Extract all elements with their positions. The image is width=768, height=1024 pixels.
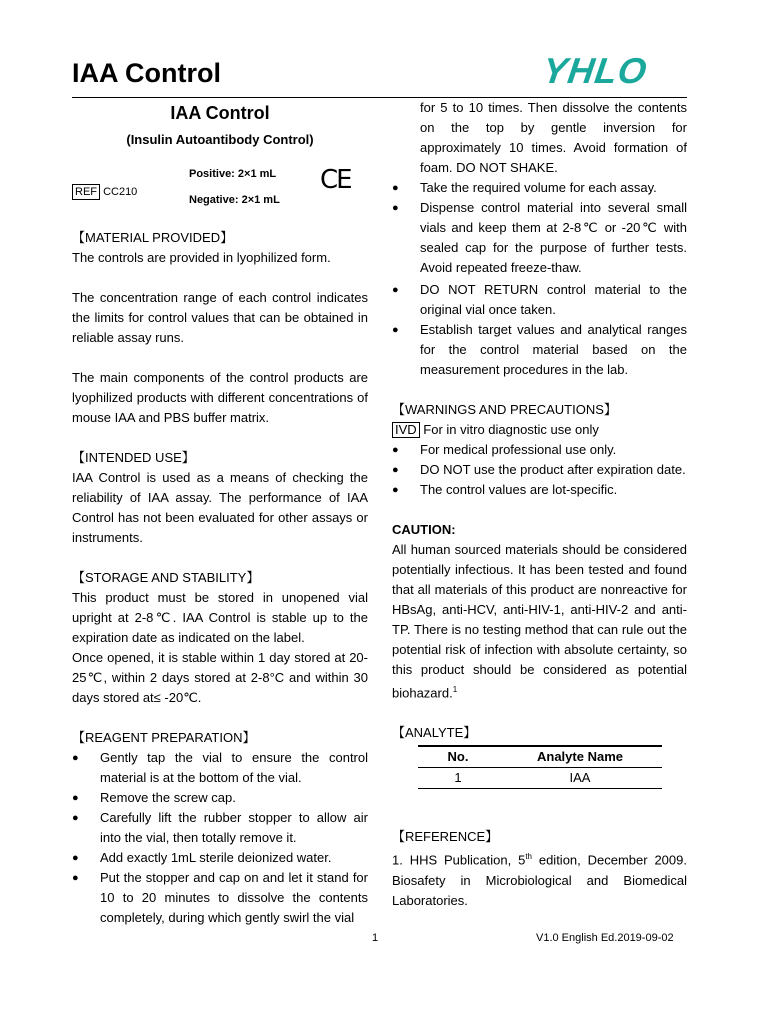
- version-info: V1.0 English Ed.2019-09-02: [536, 932, 674, 944]
- list-item: ● Carefully lift the rubber stopper to allow air into the vial, then totally remove it.: [72, 808, 368, 848]
- intended-p1: IAA Control is used as a means of checking the reliability of IAA assay. The performance of IAA Control has not been evaluated for other assays or instruments.: [72, 470, 368, 545]
- list-item: ● DO NOT use the product after expiration date.: [392, 460, 687, 480]
- list-item: ● For medical professional use only.: [392, 440, 687, 460]
- material-p3: The main components of the control products are lyophilized products with different concentrations of mouse IAA and PBS buffer matrix.: [72, 370, 368, 425]
- ref-symbol: REF: [72, 184, 100, 200]
- ref-code: CC210: [103, 186, 138, 198]
- analyte-heading: 【ANALYTE】: [392, 725, 477, 741]
- ref-code-line: [72, 182, 137, 202]
- ivd-symbol: IVD: [392, 422, 420, 438]
- warnings-list: [392, 440, 687, 500]
- page-number: 1: [372, 932, 379, 944]
- storage-p2: Once opened, it is stable within 1 day stored at 20-25℃, within 2 days stored at 2-8°C and within 30 days stored at≤ -20℃.: [72, 650, 368, 705]
- yhlo-logo: YHLO: [540, 50, 650, 91]
- list-item: ● Put the stopper and cap on and let it stand for 10 to 20 minutes to dissolve the contents completely, during which gently swirl the vial: [72, 868, 368, 928]
- right-column: [392, 98, 687, 911]
- list-item: ● Dispense control material into several small vials and keep them at 2-8℃ or -20℃ with sealed cap for the purpose of further tests. Avoid repeated freeze-thaw.: [392, 198, 687, 278]
- ivd-line: [392, 420, 687, 440]
- list-item: ● The control values are lot-specific.: [392, 480, 687, 500]
- reference-pre: 1. HHS Publication, 5: [392, 852, 526, 868]
- reagent-continued: for 5 to 10 times. Then dissolve the contents on the top by gentle inversion for approximately 10 times. Avoid formation of foam. DO NOT SHAKE.: [420, 100, 687, 175]
- reference-sup: th: [525, 852, 532, 862]
- left-column: [72, 100, 368, 928]
- product-title: IAA Control: [170, 103, 270, 123]
- list-item: ● DO NOT RETURN control material to the original vial once taken.: [392, 280, 687, 320]
- storage-p1: This product must be stored in unopened vial upright at 2-8℃. IAA Control is stable up to the expiration date as indicated on the label.: [72, 590, 368, 645]
- caution-heading: CAUTION:: [392, 522, 456, 537]
- ce-mark-icon: CE: [320, 165, 351, 195]
- list-item: ● Remove the screw cap.: [72, 788, 368, 808]
- reference-heading: 【REFERENCE】: [392, 829, 499, 845]
- caution-body: All human sourced materials should be considered potentially infectious. It has been tested and found that all materials of this product are nonreactive for HBsAg, anti-HCV, anti-HIV-1, anti-HIV-2 and anti-TP. There is no testing method that can rule out the potential risk of infection with absolute certainty, so this product should be considered as potential biohazard.: [392, 542, 687, 701]
- reagent-list: [72, 748, 368, 928]
- reagent-list-continued: [392, 178, 687, 380]
- column-header-no: No.: [418, 746, 498, 768]
- table-cell: IAA: [498, 768, 662, 789]
- ivd-text: For in vitro diagnostic use only: [423, 422, 599, 437]
- column-header-analyte-name: Analyte Name: [498, 746, 662, 768]
- material-p2: The concentration range of each control indicates the limits for control values that can be obtained in reliable assay runs.: [72, 290, 368, 345]
- document-title: IAA Control: [72, 58, 221, 88]
- warnings-heading: 【WARNINGS AND PRECAUTIONS】: [392, 402, 617, 417]
- table-header-row: [418, 746, 662, 768]
- ref-block: [72, 164, 368, 218]
- list-item: ● Add exactly 1mL sterile deionized water.: [72, 848, 368, 868]
- storage-heading: 【STORAGE AND STABILITY】: [72, 570, 260, 585]
- table-cell: 1: [418, 768, 498, 789]
- list-item: ● Gently tap the vial to ensure the control material is at the bottom of the vial.: [72, 748, 368, 788]
- material-heading: 【MATERIAL PROVIDED】: [72, 230, 234, 245]
- list-item: ● Take the required volume for each assay.: [392, 178, 687, 198]
- caution-footnote-mark: 1: [452, 685, 458, 694]
- positive-quantity: Positive: 2×1 mL: [189, 168, 277, 180]
- reagent-heading: 【REAGENT PREPARATION】: [72, 730, 256, 745]
- analyte-table: [418, 745, 662, 789]
- reference-post: edition, December 2009. Biosafety in Microbiological and Biomedical Laboratories.: [392, 852, 687, 908]
- reference-text: [392, 847, 687, 910]
- list-item: ● Establish target values and analytical ranges for the control material based on the measurement procedures in the lab.: [392, 320, 687, 380]
- product-subtitle: (Insulin Autoantibody Control): [126, 132, 314, 147]
- caution-text: [392, 540, 687, 703]
- table-row: [418, 768, 662, 789]
- material-p1: The controls are provided in lyophilized form.: [72, 250, 331, 265]
- intended-heading: 【INTENDED USE】: [72, 450, 195, 465]
- negative-quantity: Negative: 2×1 mL: [189, 194, 280, 206]
